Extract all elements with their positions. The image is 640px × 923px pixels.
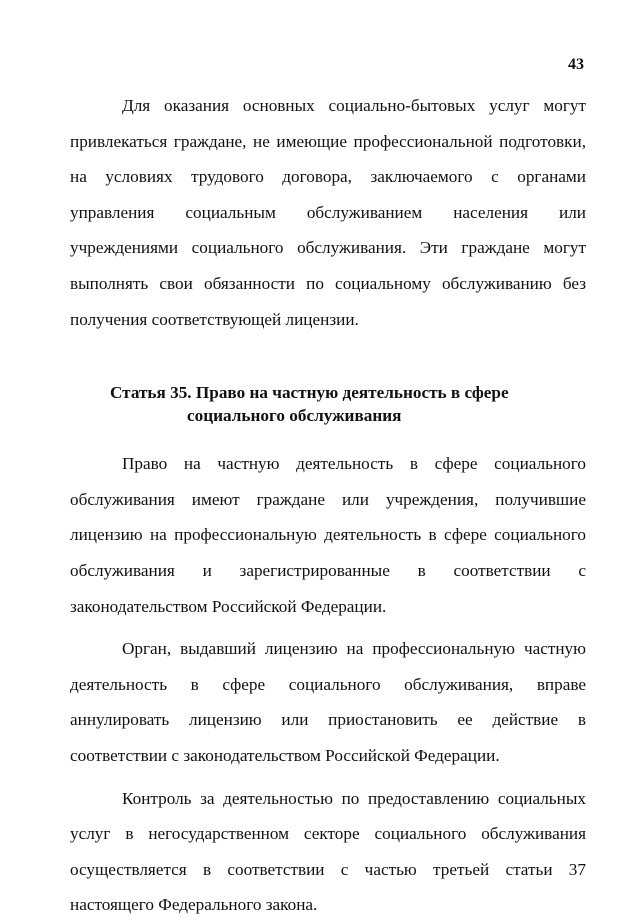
page-number: 43 xyxy=(568,56,584,73)
document-body xyxy=(70,88,586,923)
article-paragraph-2: Орган, выдавший лицензию на профессиональную частную деятельность в сфере социального обслуживания, вправе аннулировать лицензию или приостановить ее действие в соответствии с законодательством Российской Федерации. xyxy=(70,639,586,765)
article-paragraph-3: Контроль за деятельностью по предоставлению социальных услуг в негосударственном секторе социального обслуживания осуществляется в соответствии с частью третьей статьи 37 настоящего Федерального закона. xyxy=(70,788,586,915)
article-heading xyxy=(70,381,586,427)
article-paragraph-1: Право на частную деятельность в сфере социального обслуживания имеют граждане или учреждения, получившие лицензию на профессиональную деятельность в сфере социального обслуживания и зарегистрированные в соответствии с законодательством Российской Федерации. xyxy=(70,454,586,616)
article-title-line-2: социального обслуживания xyxy=(187,406,402,426)
article-title-line-1: Статья 35. Право на частную деятельность в сфере xyxy=(110,383,509,403)
intro-paragraph: Для оказания основных социально-бытовых услуг могут привлекаться граждане, не имеющие профессиональной подготовки, на условиях трудового договора, заключаемого с органами управления социальным обслуживанием населения или учреждениями социального обслуживания. Эти граждане могут выполнять свои обязанности по социальному обслуживанию без получения соответствующей лицензии. xyxy=(70,96,586,329)
